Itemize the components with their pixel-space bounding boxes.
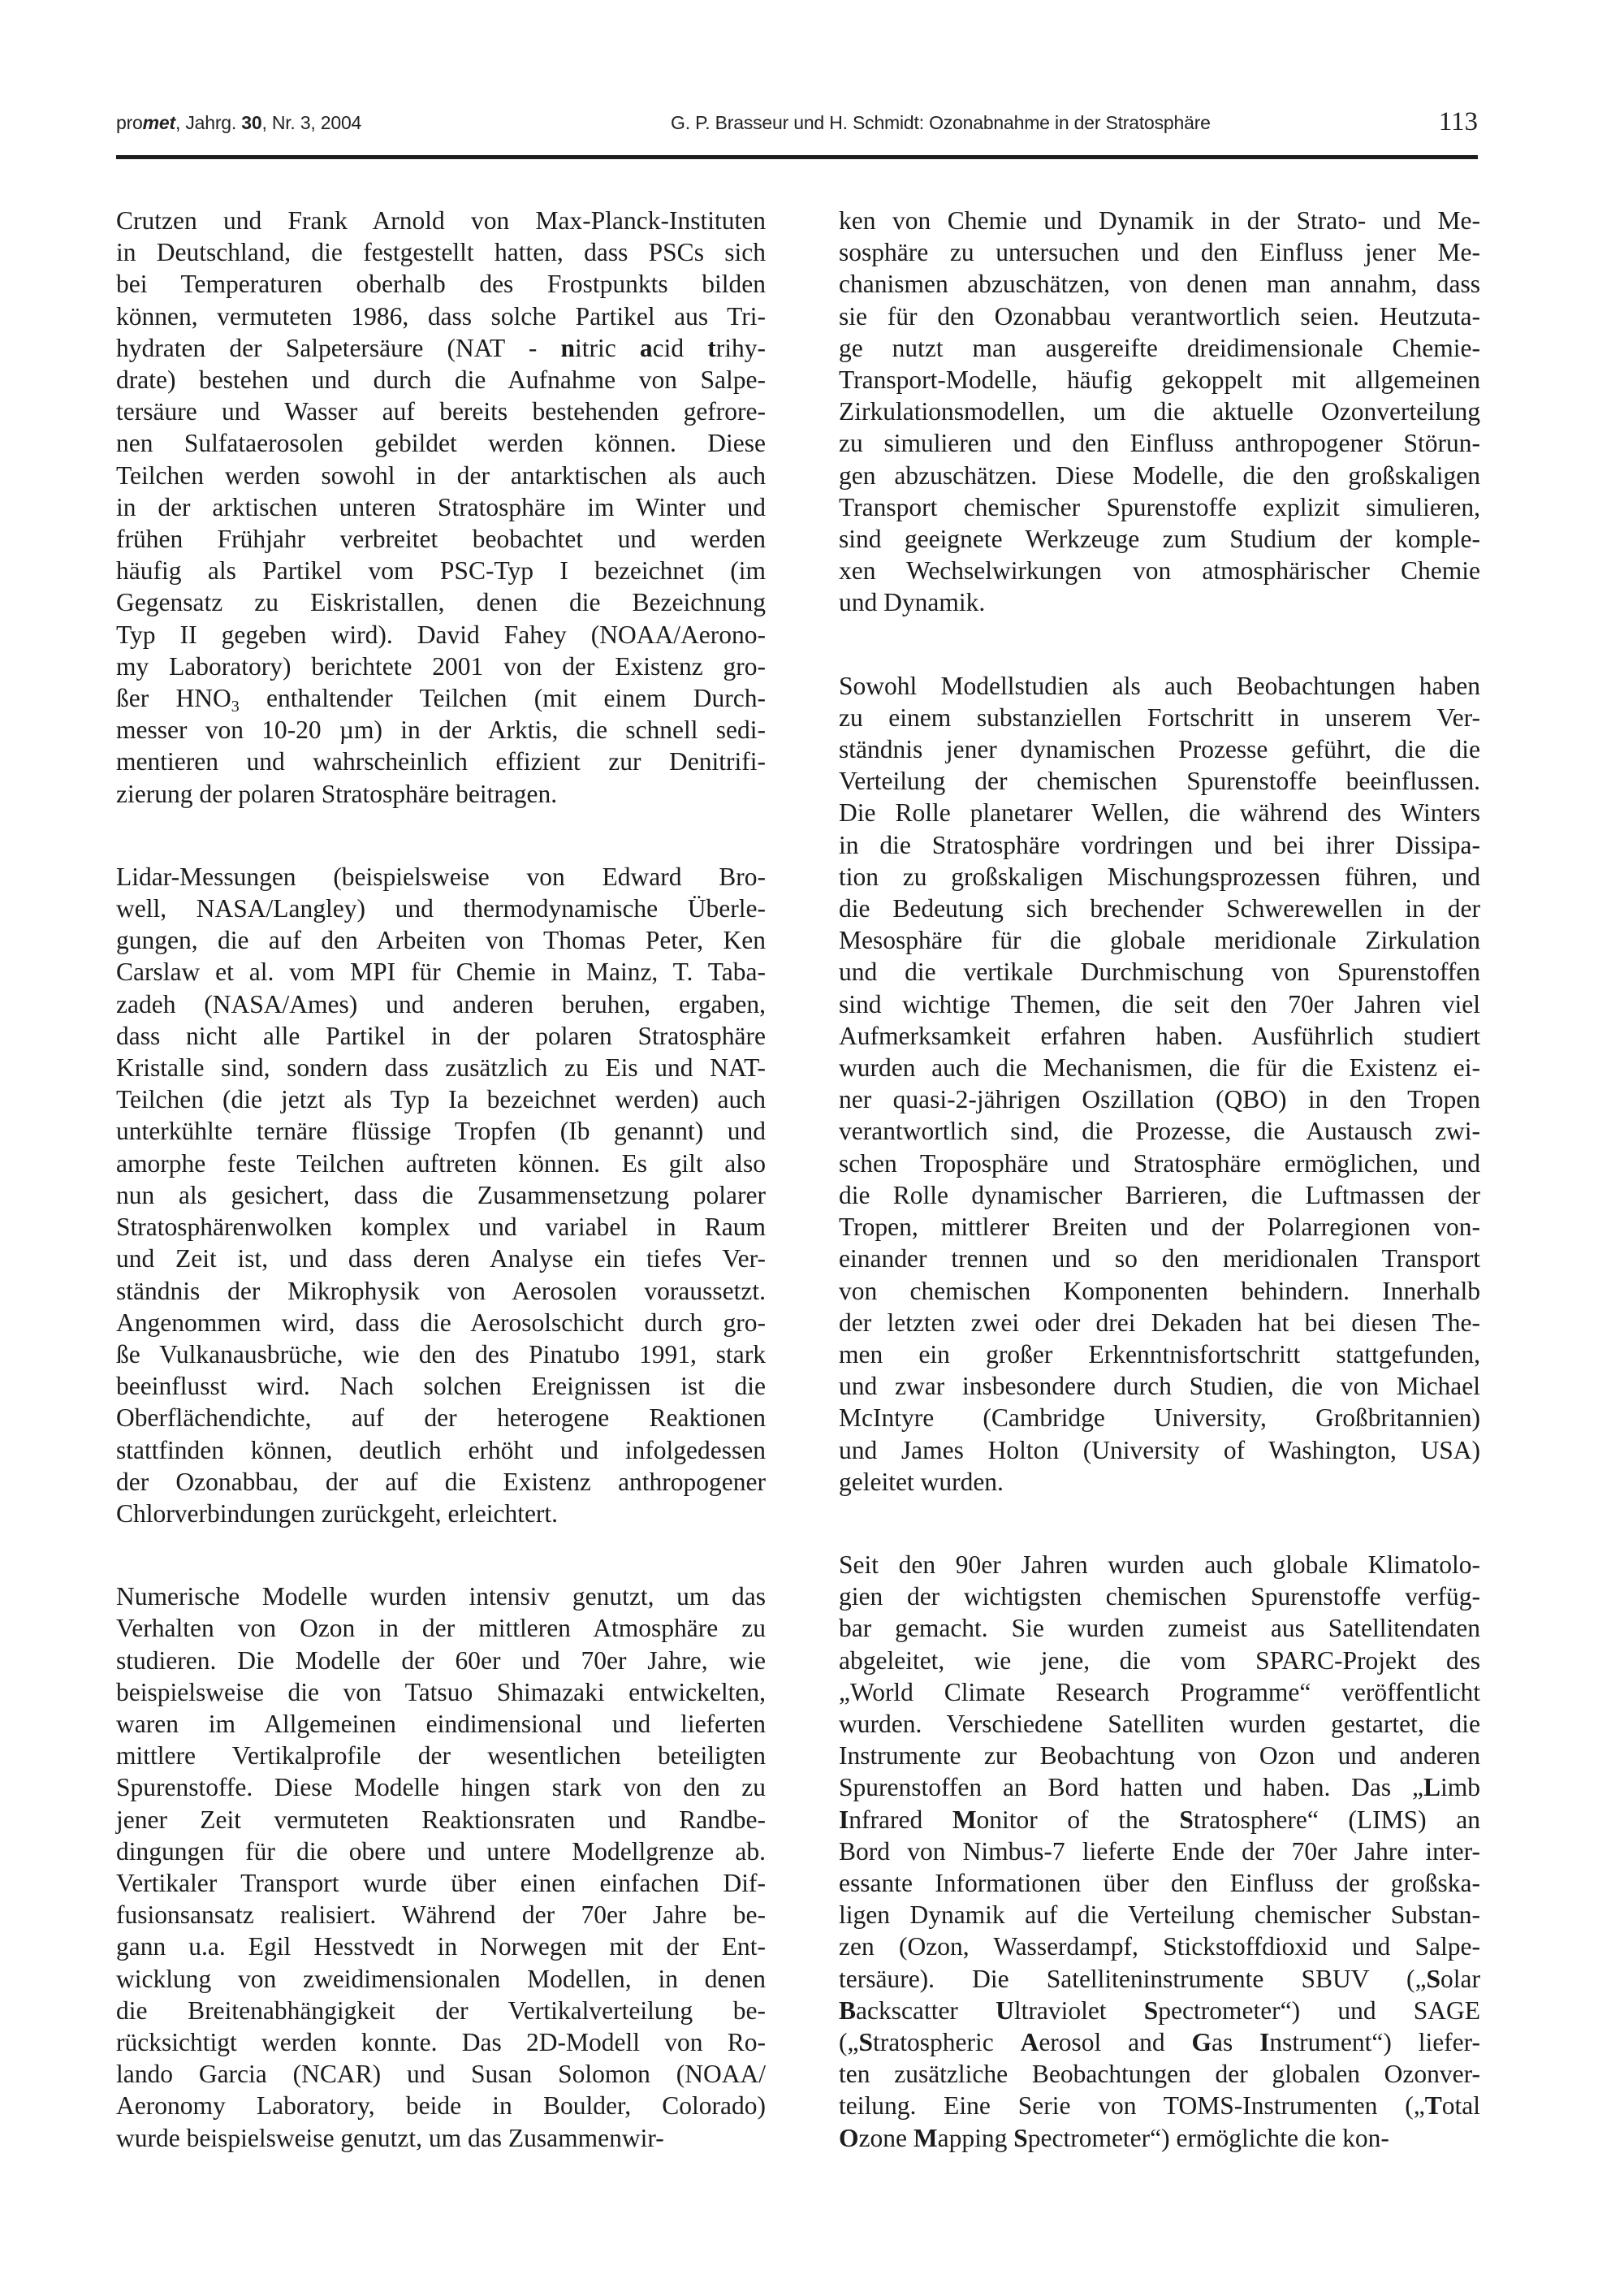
text-line: Carslaw et al. vom MPI für Chemie in Mainz, T. Taba- — [116, 958, 766, 987]
text-line: Teilchen (die jetzt als Typ Ia bezeichnet werden) auch — [116, 1085, 766, 1114]
paragraph — [839, 1549, 1480, 2154]
text-line: verantwortlich sind, die Prozesse, die Austausch zwi- — [839, 1117, 1480, 1146]
text-line: men ein großer Erkenntnisfortschritt stattgefunden, — [839, 1339, 1480, 1369]
text-line: tersäure). Die Satelliteninstrumente SBUV („Solar — [839, 1964, 1480, 1993]
text-line: Oberflächendichte, auf der heterogene Reaktionen — [116, 1403, 766, 1433]
text-line: bar gemacht. Sie wurden zumeist aus Satellitendaten — [839, 1614, 1480, 1643]
text-line: hydraten der Salpetersäure (NAT - nitric acid trihy- — [116, 333, 767, 362]
text-line: well, NASA/Langley) und thermodynamische Überle- — [116, 894, 766, 923]
text-line: Stratosphärenwolken komplex und variabel in Raum — [116, 1213, 766, 1242]
text-line: Typ II gegeben wird). David Fahey (NOAA/Aerono- — [116, 620, 766, 649]
text-line: studieren. Die Modelle der 60er und 70er Jahre, wie — [116, 1645, 766, 1675]
text-line: der Ozonabbau, der auf die Existenz anthropogener — [116, 1467, 766, 1496]
text-line: beispielsweise die von Tatsuo Shimazaki entwickelten, — [116, 1677, 766, 1706]
text-line: wicklung von zweidimensionalen Modellen, in denen — [116, 1964, 766, 1993]
text-line: ße Vulkanausbrüche, wie den des Pinatubo 1991, stark — [116, 1339, 766, 1369]
text-line: in Deutschland, die festgestellt hatten, dass PSCs sich — [116, 238, 766, 267]
text-line: und Dynamik. — [839, 588, 986, 617]
text-line: und James Holton (University of Washington, USA) — [839, 1435, 1480, 1464]
paragraph — [116, 861, 766, 1529]
text-line: Verteilung der chemischen Spurenstoffe beeinflussen. — [839, 767, 1480, 796]
text-line: drate) bestehen und durch die Aufnahme von Salpe- — [116, 365, 766, 395]
text-line: schen Troposphäre und Stratosphäre ermöglichen, und — [839, 1148, 1480, 1178]
text-line: zierung der polaren Stratosphäre beitragen. — [116, 779, 558, 808]
page-number: 113 — [1438, 107, 1478, 136]
text-line: Mesosphäre für die globale meridionale Zirkulation — [839, 926, 1480, 955]
text-line: gann u.a. Egil Hesstvedt in Norwegen mit der Ent- — [116, 1932, 766, 1961]
text-line: Aufmerksamkeit erfahren haben. Ausführlich studiert — [839, 1021, 1480, 1050]
text-line: my Laboratory) berichtete 2001 von der Existenz gro- — [116, 651, 766, 681]
text-line: und Zeit ist, und dass deren Analyse ein tiefes Ver- — [116, 1244, 766, 1273]
text-line: amorphe feste Teilchen auftreten können. Es gilt also — [116, 1148, 766, 1178]
text-line: einander trennen und so den meridionalen Transport — [839, 1244, 1480, 1273]
text-line: mentieren und wahrscheinlich effizient zur Denitrifi- — [116, 747, 766, 776]
text-line: tersäure und Wasser auf bereits bestehenden gefrore- — [116, 397, 766, 426]
text-line: dass nicht alle Partikel in der polaren Stratosphäre — [116, 1021, 766, 1050]
text-line: McIntyre (Cambridge University, Großbritannien) — [839, 1403, 1480, 1433]
text-line: lando Garcia (NCAR) und Susan Solomon (NOAA/ — [116, 2060, 766, 2089]
text-line: von chemischen Komponenten behindern. Innerhalb — [839, 1276, 1480, 1305]
text-line: jener Zeit vermuteten Reaktionsraten und Randbe- — [116, 1805, 766, 1834]
text-line: ßer $HNO_3$ enthaltender Teilchen (mit einem Durch- — [116, 684, 766, 716]
journal-name-emphasis: met — [142, 112, 175, 133]
text-line: gungen, die auf den Arbeiten von Thomas Peter, Ken — [116, 926, 766, 955]
text-line: Spurenstoffen an Bord hatten und haben. Das „Limb — [839, 1773, 1480, 1802]
text-line: gen abzuschätzen. Diese Modelle, die den großskaligen — [839, 460, 1480, 490]
journal-name-prefix: pro — [116, 112, 143, 133]
text-line: in der arktischen unteren Stratosphäre im Winter und — [116, 492, 766, 521]
text-line: die Bedeutung sich brechender Schwerewellen in der — [839, 894, 1480, 923]
text-line: beeinflusst wird. Nach solchen Ereignissen ist die — [116, 1372, 766, 1401]
text-line: ten zusätzliche Beobachtungen der globalen Ozonver- — [839, 2060, 1480, 2089]
text-line: ständnis jener dynamischen Prozesse geführt, die die — [839, 735, 1480, 764]
text-line: wurde beispielsweise genutzt, um das Zusammenwir- — [116, 2123, 664, 2152]
text-line: Aeronomy Laboratory, beide in Boulder, Colorado) — [116, 2091, 766, 2121]
text-line: Spurenstoffe. Diese Modelle hingen stark von den zu — [116, 1773, 766, 1802]
text-line: dingungen für die obere und untere Modellgrenze ab. — [116, 1836, 766, 1866]
text-line: mittlere Vertikalprofile der wesentlichen beteiligten — [116, 1741, 766, 1771]
text-line: Infrared Monitor of the Stratosphere“ (LIMS) an — [839, 1805, 1481, 1834]
text-line: und die vertikale Durchmischung von Spurenstoffen — [839, 958, 1480, 987]
journal-issue: , Nr. 3, 2004 — [261, 112, 362, 133]
text-line: wurden. Verschiedene Satelliten wurden gestartet, die — [839, 1709, 1480, 1738]
text-line: Sowohl Modellstudien als auch Beobachtungen haben — [839, 671, 1480, 700]
journal-volume: 30 — [241, 112, 262, 133]
text-line: Numerische Modelle wurden intensiv genutzt, um das — [116, 1582, 766, 1611]
text-line: stattfinden können, deutlich erhöht und infolgedessen — [116, 1435, 766, 1464]
text-line: Die Rolle planetarer Wellen, die während des Winters — [839, 798, 1480, 828]
running-header — [116, 107, 1478, 140]
text-line: waren im Allgemeinen eindimensional und lieferten — [116, 1709, 766, 1738]
text-line: Angenommen wird, dass die Aerosolschicht durch gro- — [116, 1308, 766, 1337]
text-line: können, vermuteten 1986, dass solche Partikel aus Tri- — [116, 301, 766, 331]
text-line: Lidar-Messungen (beispielsweise von Edward Bro- — [116, 862, 766, 891]
text-line: zadeh (NASA/Ames) und anderen beruhen, ergaben, — [116, 989, 766, 1018]
text-line: sind wichtige Themen, die seit den 70er Jahren viel — [839, 989, 1480, 1018]
text-line: sie für den Ozonabbau verantwortlich seien. Heutzuta- — [839, 301, 1480, 331]
header-rule — [116, 155, 1478, 159]
text-line: Zirkulationsmodellen, um die aktuelle Ozonverteilung — [839, 397, 1480, 426]
journal-citation — [116, 112, 361, 134]
text-line: der letzten zwei oder drei Dekaden hat bei diesen The- — [839, 1308, 1480, 1337]
text-line: nun als gesichert, dass die Zusammensetzung polarer — [116, 1180, 766, 1209]
text-line: Transport-Modelle, häufig gekoppelt mit allgemeinen — [839, 365, 1480, 395]
text-line: ligen Dynamik auf die Verteilung chemischer Substan- — [839, 1900, 1480, 1930]
text-line: Gegensatz zu Eiskristallen, denen die Bezeichnung — [116, 588, 766, 617]
text-line: chanismen abzuschätzen, von denen man annahm, dass — [839, 270, 1480, 299]
journal-year-label: , Jahrg. — [175, 112, 242, 133]
text-line: Tropen, mittlerer Breiten und der Polarregionen von- — [839, 1213, 1480, 1242]
paragraph — [839, 205, 1480, 619]
paragraph — [116, 205, 766, 810]
text-line: in die Stratosphäre vordringen und bei ihrer Dissipa- — [839, 830, 1480, 859]
text-line: essante Informationen über den Einfluss der großska- — [839, 1868, 1480, 1897]
text-line: Instrumente zur Beobachtung von Ozon und anderen — [839, 1741, 1480, 1771]
text-line: Ozone Mapping Spectrometer“) ermöglichte die kon- — [839, 2123, 1389, 2152]
text-line: Bord von Nimbus-7 lieferte Ende der 70er Jahre inter- — [839, 1836, 1480, 1866]
text-line: geleitet wurden. — [839, 1467, 1004, 1496]
text-line: abgeleitet, wie jene, die vom SPARC-Projekt des — [839, 1645, 1480, 1675]
text-line: die Breitenabhängigkeit der Vertikalverteilung be- — [116, 1995, 766, 2025]
left-column — [116, 205, 766, 2154]
text-line: wurden auch die Mechanismen, die für die Existenz ei- — [839, 1053, 1480, 1083]
text-line: Seit den 90er Jahren wurden auch globale Klimatolo- — [839, 1550, 1480, 1579]
text-line: Chlorverbindungen zurückgeht, erleichtert. — [116, 1498, 559, 1528]
text-line: Kristalle sind, sondern dass zusätzlich zu Eis und NAT- — [116, 1053, 766, 1083]
paragraph — [116, 1580, 766, 2154]
text-line: „World Climate Research Programme“ veröffentlicht — [839, 1677, 1480, 1706]
text-line: nen Sulfataerosolen gebildet werden können. Diese — [116, 429, 766, 458]
text-line: häufig als Partikel vom PSC-Typ I bezeichnet (im — [116, 556, 766, 586]
text-line: ken von Chemie und Dynamik in der Strato- und Me- — [839, 206, 1480, 235]
text-line: zu einem substanziellen Fortschritt in unserem Ver- — [839, 703, 1480, 732]
text-line: Transport chemischer Spurenstoffe explizit simulieren, — [839, 492, 1480, 521]
text-line: Teilchen werden sowohl in der antarktischen als auch — [116, 460, 766, 490]
text-line: Verhalten von Ozon in der mittleren Atmosphäre zu — [116, 1614, 766, 1643]
text-line: ner quasi-2-jährigen Oszillation (QBO) in den Tropen — [839, 1085, 1480, 1114]
text-line: sind geeignete Werkzeuge zum Studium der komple- — [839, 525, 1480, 554]
text-line: tion zu großskaligen Mischungsprozessen führen, und — [839, 862, 1480, 891]
text-line: zu simulieren und den Einfluss anthropogener Störun- — [839, 429, 1480, 458]
text-line: xen Wechselwirkungen von atmosphärischer Chemie — [839, 556, 1480, 586]
text-line: („Stratospheric Aerosol and Gas Instrument“) liefer- — [839, 2027, 1481, 2056]
text-line: ständnis der Mikrophysik von Aerosolen voraussetzt. — [116, 1276, 766, 1305]
text-line: Crutzen und Frank Arnold von Max-Planck-Instituten — [116, 206, 766, 235]
text-line: sosphäre zu untersuchen und den Einfluss jener Me- — [839, 238, 1480, 267]
text-line: und zwar insbesondere durch Studien, die von Michael — [839, 1372, 1480, 1401]
text-line: Vertikaler Transport wurde über einen einfachen Dif- — [116, 1868, 766, 1897]
text-line: teilung. Eine Serie von TOMS-Instrumenten („Total — [839, 2091, 1480, 2121]
text-line: gien der wichtigsten chemischen Spurenstoffe verfüg- — [839, 1582, 1480, 1611]
text-line: zen (Ozon, Wasserdampf, Stickstoffdioxid und Salpe- — [839, 1932, 1480, 1961]
text-line: messer von 10-20 µm) in der Arktis, die schnell sedi- — [116, 716, 766, 745]
text-line: rücksichtigt werden konnte. Das 2D-Modell von Ro- — [116, 2027, 766, 2056]
text-line: die Rolle dynamischer Barrieren, die Luftmassen der — [839, 1180, 1480, 1209]
running-title: G. P. Brasseur und H. Schmidt: Ozonabnahme in der Stratosphäre — [671, 112, 1211, 133]
text-line: fusionsansatz realisiert. Während der 70er Jahre be- — [116, 1900, 766, 1930]
text-line: frühen Frühjahr verbreitet beobachtet und werden — [116, 525, 766, 554]
paragraph — [839, 670, 1480, 1498]
right-column — [839, 205, 1480, 2154]
text-line: ge nutzt man ausgereifte dreidimensionale Chemie- — [839, 333, 1480, 362]
text-line: Backscatter Ultraviolet Spectrometer“) und SAGE — [839, 1995, 1480, 2025]
text-line: unterkühlte ternäre flüssige Tropfen (Ib genannt) und — [116, 1117, 766, 1146]
text-line: bei Temperaturen oberhalb des Frostpunkts bilden — [116, 270, 766, 299]
